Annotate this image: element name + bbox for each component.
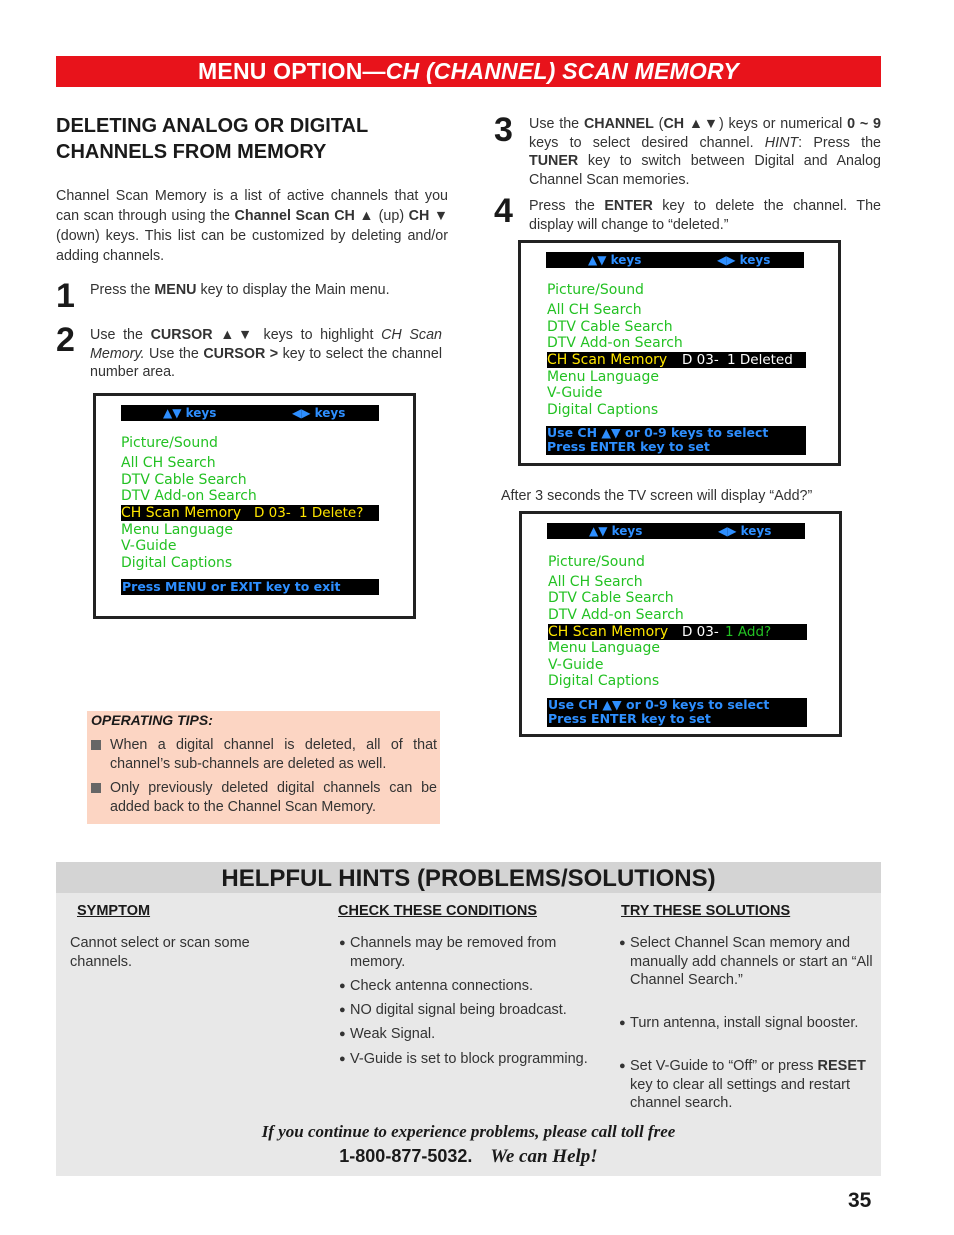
bullet-dot-icon: ● [339, 1053, 346, 1065]
menu-item-all-ch-search: All CH Search [548, 574, 643, 590]
step-number-3: 3 [494, 111, 513, 149]
bullet-dot-icon: ● [339, 937, 346, 949]
condition-item [339, 977, 589, 996]
menu-item-menu-language: Menu Language [547, 369, 659, 385]
page-title-italic: CH (CHANNEL) SCAN MEMORY [385, 58, 739, 84]
keys-bar [121, 405, 379, 421]
channel-number: D 03- [682, 624, 719, 640]
tv-screen-deleted [518, 240, 841, 466]
menu-item-ch-scan-memory-selected [547, 352, 806, 368]
tv-help-line-1: Press MENU or EXIT key to exit [122, 579, 341, 594]
tv-screen-add-prompt [519, 511, 842, 737]
channel-status: 1 Deleted [727, 352, 793, 368]
channel-number: D 03- [254, 505, 291, 521]
solution-item [619, 934, 877, 990]
menu-item-ch-scan-memory-selected [548, 624, 807, 640]
step-text-3: Use the CHANNEL (CH ▲▼) keys or numerical 0 ~ 9 keys to select desired channel. HINT: Press the TUNER key to switch between Digital and Analog Channel Scan memories. [529, 116, 881, 188]
leftright-keys-label: ◀▶ keys [292, 406, 346, 420]
menu-item-v-guide: V-Guide [547, 385, 603, 401]
tv-help-line-1: Use CH ▲▼ or 0-9 keys to select [547, 425, 769, 440]
condition-item [339, 934, 589, 971]
tip-text: When a digital channel is deleted, all of that channel’s sub-channels are deleted as well. [110, 737, 437, 772]
square-bullet-icon [91, 783, 101, 793]
bullet-dot-icon: ● [619, 1060, 626, 1072]
step-number-2: 2 [56, 321, 75, 359]
footer-contact-line: If you continue to experience problems, please call toll free [261, 1122, 676, 1141]
menu-item-menu-language: Menu Language [121, 522, 233, 538]
condition-text: Weak Signal. [350, 1026, 436, 1042]
updown-keys-label: ▲▼ keys [589, 524, 643, 538]
condition-text: Check antenna connections. [350, 978, 533, 994]
condition-item [339, 1050, 589, 1069]
step-number-4: 4 [494, 192, 513, 230]
keys-bar [547, 523, 805, 539]
menu-item-picture-sound: Picture/Sound [548, 554, 645, 570]
intro-paragraph: Channel Scan Memory is a list of active channels that you can scan through using the Channel Scan CH ▲ (up) CH ▼ (down) keys. This list can be customized by deleting and/or adding channels. [56, 188, 449, 264]
solution-text: Turn antenna, install signal booster. [630, 1015, 859, 1031]
tv-help-line-2: Press ENTER key to set [548, 711, 711, 726]
step-text-2: Use the CURSOR ▲▼ keys to highlight CH Scan Memory. Use the CURSOR > key to select the channel number area. [90, 327, 443, 380]
leftright-keys-label: ◀▶ keys [717, 253, 771, 267]
menu-item-ch-scan-memory: CH Scan Memory [547, 352, 668, 368]
section-heading: DELETING ANALOG OR DIGITAL CHANNELS FROM MEMORY [56, 115, 368, 163]
tv-help-bar [546, 426, 806, 455]
menu-item-ch-scan-memory-selected [121, 505, 379, 521]
step-text-4: Press the ENTER key to delete the channel. The display will change to “deleted.” [529, 198, 881, 233]
help-slogan: We can Help! [490, 1146, 598, 1167]
footer-phone-line [56, 1144, 881, 1169]
menu-item-digital-captions: Digital Captions [548, 673, 660, 689]
conditions-column-header: CHECK THESE CONDITIONS [338, 903, 537, 919]
bullet-dot-icon: ● [339, 1004, 346, 1016]
tv-help-line-1: Use CH ▲▼ or 0-9 keys to select [548, 697, 770, 712]
menu-item-menu-language: Menu Language [548, 640, 660, 656]
bullet-dot-icon: ● [619, 1017, 626, 1029]
tv-help-bar [547, 698, 807, 727]
step-number-1: 1 [56, 277, 75, 315]
solution-text: Select Channel Scan memory and manually add channels or start an “All Channel Search.” [630, 935, 873, 988]
keys-bar [546, 252, 804, 268]
menu-item-dtv-addon-search: DTV Add-on Search [121, 488, 257, 504]
page-title-prefix: MENU OPTION— [198, 58, 386, 84]
solution-text: Set V-Guide to “Off” or press RESET key to clear all settings and restart channel search. [630, 1058, 866, 1111]
menu-item-picture-sound: Picture/Sound [121, 435, 218, 451]
condition-text: V-Guide is set to block programming. [350, 1051, 588, 1067]
bullet-dot-icon: ● [619, 937, 626, 949]
menu-item-v-guide: V-Guide [548, 657, 604, 673]
after-seconds-caption: After 3 seconds the TV screen will display “Add?” [501, 488, 813, 504]
solution-item [619, 1014, 877, 1033]
menu-item-dtv-addon-search: DTV Add-on Search [547, 335, 683, 351]
square-bullet-icon [91, 740, 101, 750]
menu-item-dtv-cable-search: DTV Cable Search [547, 319, 673, 335]
menu-item-dtv-cable-search: DTV Cable Search [548, 590, 674, 606]
tip-item [91, 779, 437, 816]
menu-item-ch-scan-memory: CH Scan Memory [121, 505, 242, 521]
page-title-bar [56, 56, 881, 87]
tv-screen-delete-prompt [93, 393, 416, 619]
channel-number: D 03- [682, 352, 719, 368]
solutions-column-header: TRY THESE SOLUTIONS [621, 903, 791, 919]
condition-text: Channels may be removed from memory. [350, 935, 557, 970]
menu-item-dtv-addon-search: DTV Add-on Search [548, 607, 684, 623]
condition-text: NO digital signal being broadcast. [350, 1002, 567, 1018]
menu-item-digital-captions: Digital Captions [547, 402, 659, 418]
menu-item-all-ch-search: All CH Search [547, 302, 642, 318]
updown-keys-label: ▲▼ keys [588, 253, 642, 267]
bullet-dot-icon: ● [339, 1028, 346, 1040]
bullet-dot-icon: ● [339, 980, 346, 992]
tip-text: Only previously deleted digital channels can be added back to the Channel Scan Memory. [110, 780, 437, 815]
symptom-text: Cannot select or scan some channels. [70, 935, 250, 970]
menu-item-digital-captions: Digital Captions [121, 555, 233, 571]
menu-item-v-guide: V-Guide [121, 538, 177, 554]
menu-item-picture-sound: Picture/Sound [547, 282, 644, 298]
condition-item [339, 1001, 589, 1020]
menu-item-ch-scan-memory: CH Scan Memory [548, 624, 669, 640]
helpful-hints-title: HELPFUL HINTS (PROBLEMS/SOLUTIONS) [221, 865, 716, 892]
tv-help-bar [121, 579, 379, 595]
toll-free-phone: 1-800-877-5032. [339, 1146, 473, 1166]
channel-status: 1 Delete? [299, 505, 364, 521]
symptom-column-header: SYMPTOM [77, 903, 151, 919]
channel-status: 1 Add? [725, 624, 772, 640]
tv-help-line-2: Press ENTER key to set [547, 439, 710, 454]
leftright-keys-label: ◀▶ keys [718, 524, 772, 538]
updown-keys-label: ▲▼ keys [163, 406, 217, 420]
condition-item [339, 1025, 589, 1044]
step-text-1: Press the MENU key to display the Main menu. [90, 282, 390, 298]
solution-item [619, 1057, 877, 1113]
operating-tips-title: OPERATING TIPS: [91, 712, 213, 728]
tip-item [91, 736, 437, 773]
menu-item-dtv-cable-search: DTV Cable Search [121, 472, 247, 488]
page-number: 35 [848, 1189, 872, 1212]
menu-item-all-ch-search: All CH Search [121, 455, 216, 471]
